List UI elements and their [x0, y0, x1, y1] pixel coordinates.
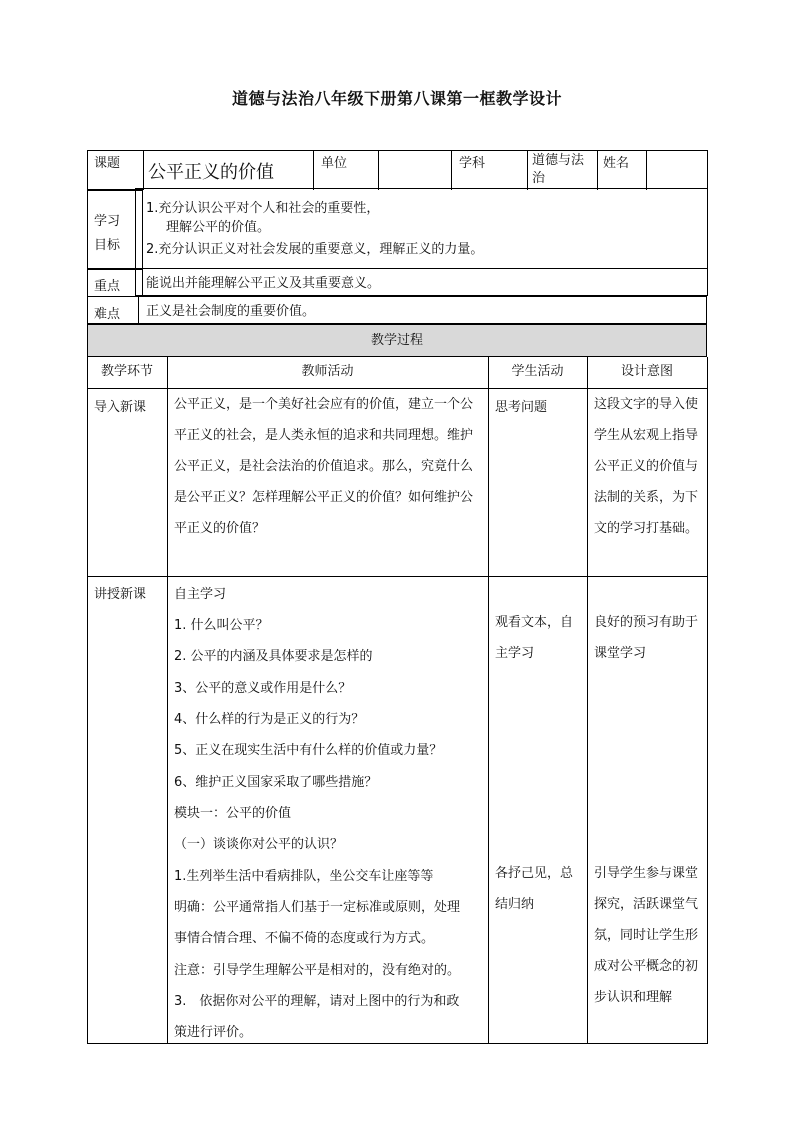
difficulty-text: 正义是社会制度的重要价值。 — [146, 304, 316, 319]
col-stage-header: 教学环节 — [100, 364, 153, 379]
document-title: 道德与法治八年级下册第八课第一框教学设计 — [231, 89, 562, 108]
subject-value: 道德与法治 — [532, 153, 585, 186]
list-item: 策进行评价。 — [174, 1025, 253, 1040]
objectives-label: 学习目标 — [94, 214, 121, 253]
list-item: 1. 什么叫公平？ — [174, 618, 269, 633]
name-label: 姓名 — [603, 156, 630, 171]
difficulty-label: 难点 — [94, 307, 121, 322]
lecture-design-intent-1: 良好的预习有助于课堂学习 — [594, 615, 699, 661]
lecture-student-activity-1: 观看文本，自主学习 — [495, 615, 574, 661]
lecture-stage: 讲授新课 — [94, 587, 147, 602]
list-item: 2. 公平的内涵及具体要求是怎样的 — [174, 649, 373, 664]
list-item: 明确：公平通常指人们基于一定标准或原则，处理 — [174, 900, 461, 915]
intro-design-intent: 这段文字的导入使学生从宏观上指导公平正义的价值与法制的关系，为下文的学习打基础。 — [594, 397, 699, 536]
objective-line-1: 1.充分认识公平对个人和社会的重要性， — [146, 201, 380, 216]
course-label: 课题 — [94, 156, 121, 171]
key-point-label: 重点 — [94, 279, 121, 294]
list-item: （一）谈谈你对公平的认识？ — [174, 837, 344, 852]
list-item: 6、维护正义国家采取了哪些措施？ — [174, 775, 378, 790]
objective-line-2: 理解公平的价值。 — [166, 220, 271, 235]
list-item: 模块一：公平的价值 — [174, 806, 292, 821]
lecture-student-activity-2: 各抒己见，总结归纳 — [495, 866, 574, 912]
col-teacher-header: 教师活动 — [301, 364, 354, 379]
subject-label: 学科 — [459, 156, 486, 171]
process-title: 教学过程 — [87, 324, 707, 357]
list-item: 5、正义在现实生活中有什么样的价值或力量？ — [174, 743, 443, 758]
list-item: 自主学习 — [174, 587, 227, 602]
list-item: 事情合情合理、不偏不倚的态度或行为方式。 — [174, 931, 435, 946]
unit-label: 单位 — [321, 156, 348, 171]
list-item: 4、什么样的行为是正义的行为？ — [174, 712, 365, 727]
intro-student-activity: 思考问题 — [495, 400, 548, 415]
col-student-header: 学生活动 — [511, 364, 564, 379]
list-item: 注意：引导学生理解公平是相对的，没有绝对的。 — [174, 963, 461, 978]
course-value: 公平正义的价值 — [148, 162, 274, 183]
list-item: 3. 依据你对公平的理解，请对上图中的行为和政 — [174, 994, 460, 1009]
list-item: 3、公平的意义或作用是什么？ — [174, 681, 352, 696]
intro-teacher-activity: 公平正义，是一个美好社会应有的价值，建立一个公平正义的社会，是人类永恒的追求和共同理想。维护公平正义，是社会法治的价值追求。那么，究竟什么是公平正义？怎样理解公平正义的价值？如何维护公平正义的价值？ — [174, 397, 474, 536]
intro-stage: 导入新课 — [94, 400, 147, 415]
list-item: 1.生列举生活中看病排队，坐公交车让座等等 — [174, 869, 434, 884]
key-point-text: 能说出并能理解公平正义及其重要意义。 — [146, 276, 381, 291]
col-intent-header: 设计意图 — [620, 364, 673, 379]
objective-line-3: 2.充分认识正义对社会发展的重要意义，理解正义的力量。 — [146, 242, 484, 257]
lecture-design-intent-2: 引导学生参与课堂探究，活跃课堂气氛，同时让学生形成对公平概念的初步认识和理解 — [594, 866, 699, 1005]
